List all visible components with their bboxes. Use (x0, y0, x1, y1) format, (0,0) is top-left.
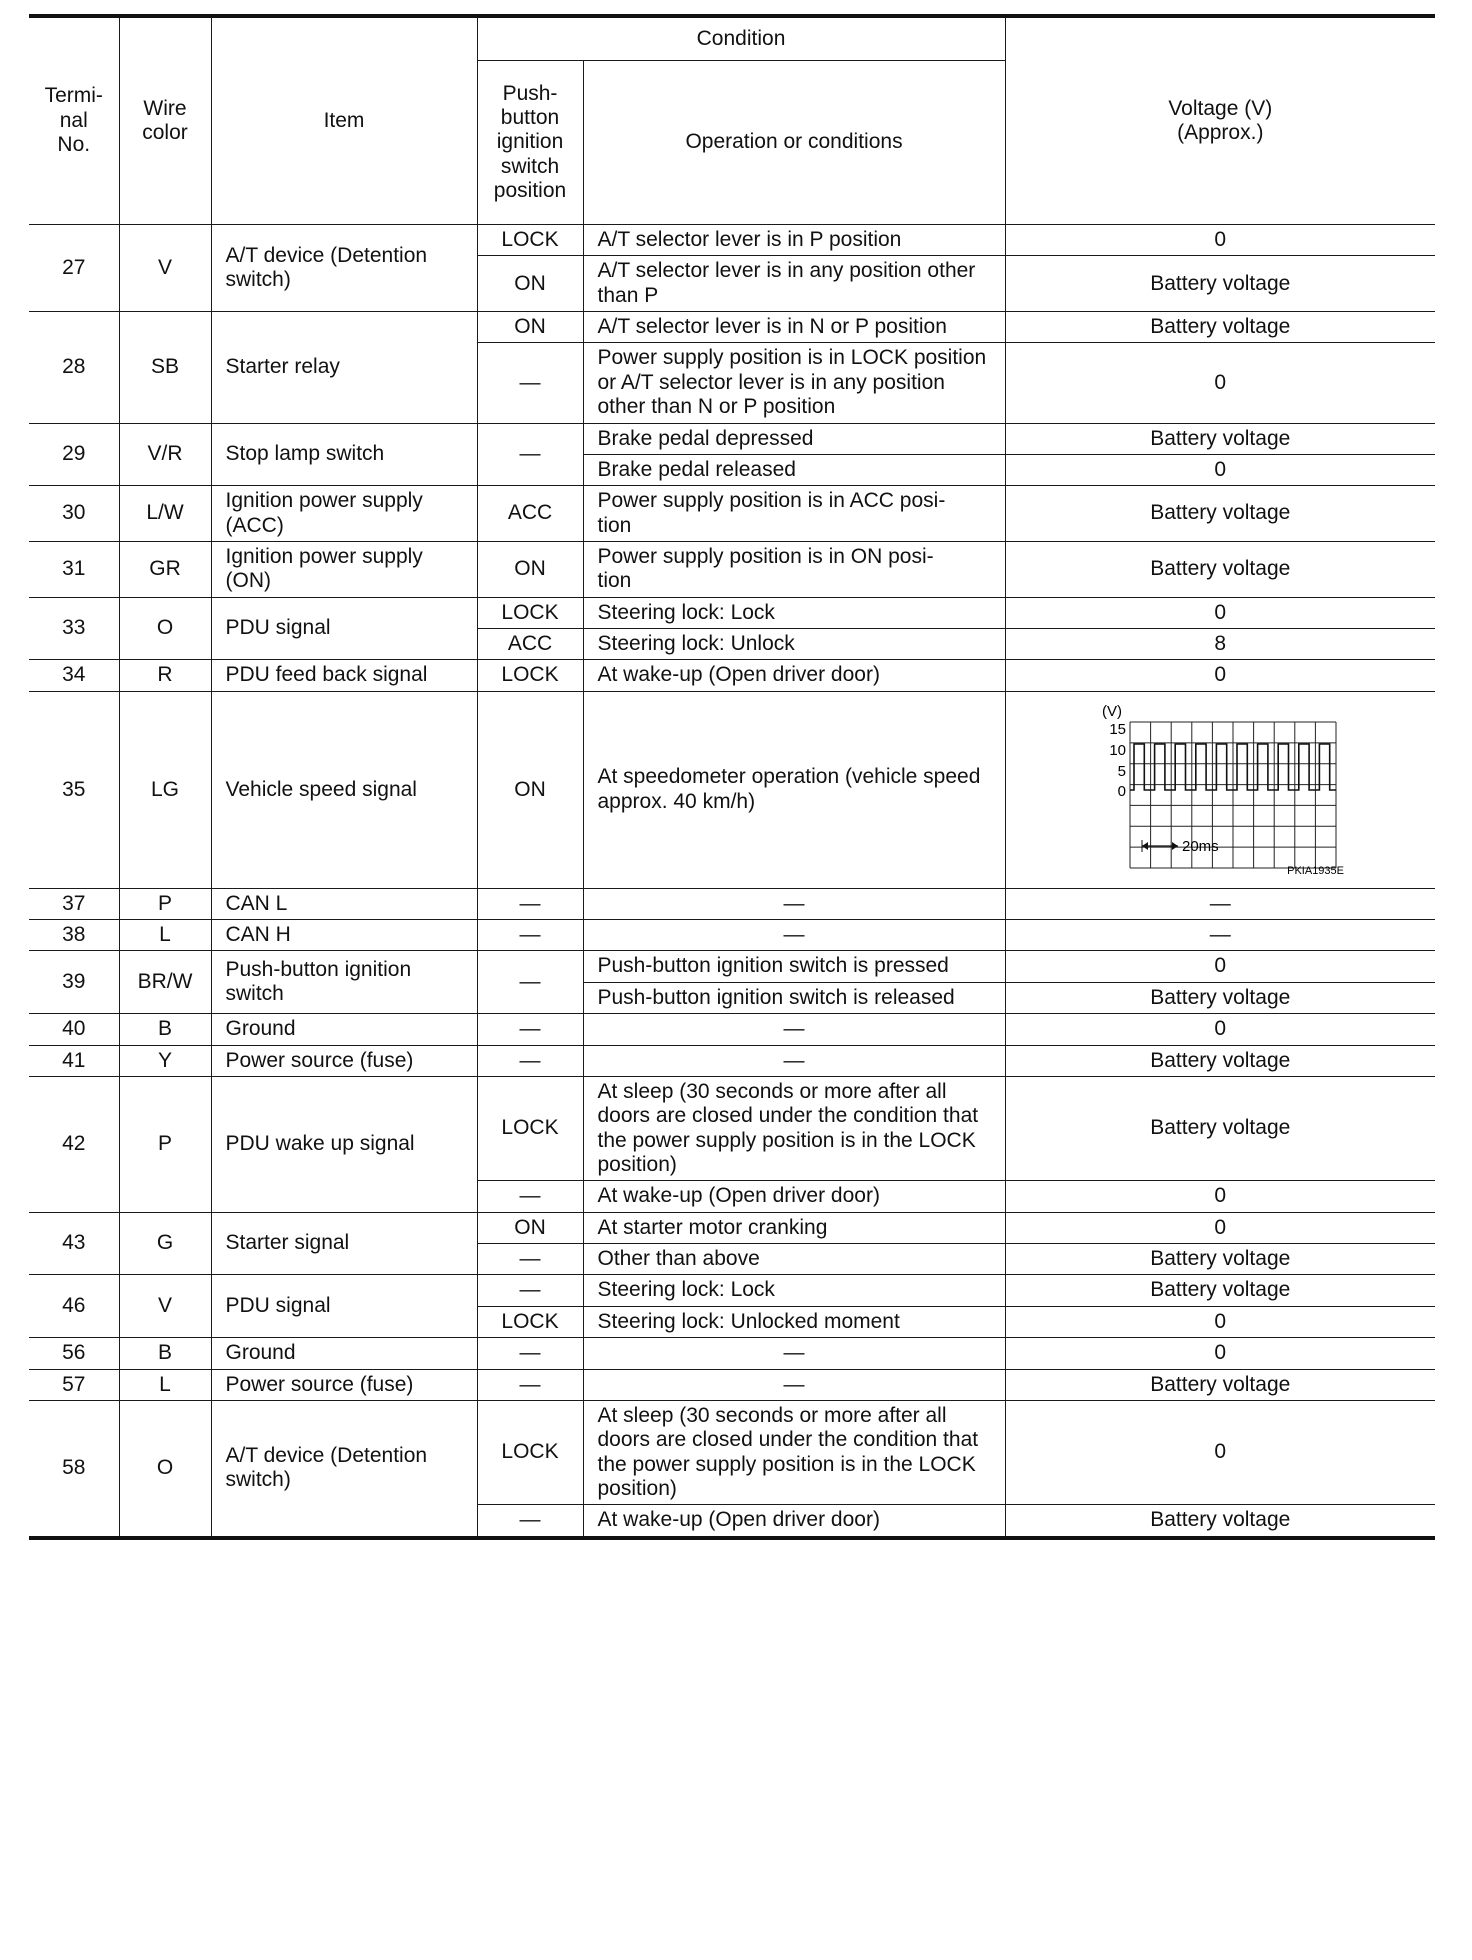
table-row (29, 1275, 1435, 1306)
table-row (29, 1014, 1435, 1045)
waveform-time-scale: 20ms (1182, 837, 1219, 855)
operation-condition: At sleep (30 seconds or more after all doors are closed under the condition that the power supply position is in the LOCK position) (583, 1400, 1005, 1504)
operation-condition: — (583, 1338, 1005, 1369)
switch-position: — (477, 1181, 583, 1212)
table-row (29, 225, 1435, 256)
terminal-no: 33 (29, 597, 119, 660)
voltage-value: Battery voltage (1005, 541, 1435, 597)
wire-color: P (119, 1076, 211, 1212)
wire-color: G (119, 1212, 211, 1275)
switch-position: ON (477, 256, 583, 312)
voltage-value: 8 (1005, 629, 1435, 660)
switch-position: LOCK (477, 1076, 583, 1180)
switch-position: — (477, 1338, 583, 1369)
switch-position: — (477, 1014, 583, 1045)
header-switch-position: Push- button ignition switch position (477, 61, 583, 225)
voltage-value: 0 (1005, 597, 1435, 628)
wire-color: LG (119, 691, 211, 888)
table-row (29, 920, 1435, 951)
switch-position: — (477, 920, 583, 951)
table-row (29, 1076, 1435, 1180)
operation-condition: — (583, 920, 1005, 951)
switch-position: — (477, 888, 583, 919)
voltage-value: 0 (1005, 225, 1435, 256)
operation-condition: Steering lock: Unlocked moment (583, 1306, 1005, 1337)
operation-condition: — (583, 1369, 1005, 1400)
table-row (29, 541, 1435, 597)
operation-condition: At wake-up (Open driver door) (583, 660, 1005, 691)
operation-condition: Steering lock: Unlock (583, 629, 1005, 660)
item-name: A/T device (Detention switch) (211, 1400, 477, 1537)
wire-color: B (119, 1014, 211, 1045)
operation-condition: — (583, 888, 1005, 919)
voltage-value: — (1005, 888, 1435, 919)
switch-position: LOCK (477, 660, 583, 691)
figure-code: PKIA1935E (1287, 864, 1345, 877)
switch-position: — (477, 1369, 583, 1400)
waveform-y-tick: 5 (1117, 762, 1127, 780)
voltage-value: 0 (1005, 1400, 1435, 1504)
terminal-no: 39 (29, 951, 119, 1014)
operation-condition: Steering lock: Lock (583, 597, 1005, 628)
operation-condition: At starter motor cranking (583, 1212, 1005, 1243)
header-item: Item (211, 16, 477, 225)
voltage-value: 0 (1005, 1181, 1435, 1212)
table-row (29, 888, 1435, 919)
terminal-no: 30 (29, 486, 119, 542)
operation-condition: Push-button ignition switch is released (583, 982, 1005, 1013)
operation-condition: Push-button ignition switch is pressed (583, 951, 1005, 982)
waveform-y-unit: (V) (1102, 702, 1123, 720)
terminal-no: 28 (29, 312, 119, 423)
operation-condition: Power supply position is in ACC posi- tion (583, 486, 1005, 542)
voltage-value: 0 (1005, 1014, 1435, 1045)
operation-condition: Brake pedal depressed (583, 423, 1005, 454)
terminal-no: 29 (29, 423, 119, 486)
wire-color: V (119, 225, 211, 312)
operation-condition: Steering lock: Lock (583, 1275, 1005, 1306)
item-name: Ignition power supply (ACC) (211, 486, 477, 542)
terminal-no: 57 (29, 1369, 119, 1400)
terminal-no: 34 (29, 660, 119, 691)
item-name: PDU signal (211, 1275, 477, 1338)
switch-position: — (477, 951, 583, 1014)
terminal-no: 38 (29, 920, 119, 951)
wire-color: Y (119, 1045, 211, 1076)
switch-position: — (477, 423, 583, 486)
voltage-value: 0 (1005, 951, 1435, 982)
operation-condition: Brake pedal released (583, 454, 1005, 485)
item-name: Vehicle speed signal (211, 691, 477, 888)
wire-color: L/W (119, 486, 211, 542)
switch-position: ACC (477, 486, 583, 542)
item-name: PDU feed back signal (211, 660, 477, 691)
voltage-value: 0 (1005, 1338, 1435, 1369)
item-name: Ground (211, 1338, 477, 1369)
table-row (29, 1338, 1435, 1369)
header-terminal-no: Termi- nal No. (29, 16, 119, 225)
header-wire-color: Wire color (119, 16, 211, 225)
operation-condition: Power supply position is in ON posi- tion (583, 541, 1005, 597)
voltage-value: 0 (1005, 1212, 1435, 1243)
voltage-value: Battery voltage (1005, 982, 1435, 1013)
item-name: PDU wake up signal (211, 1076, 477, 1212)
voltage-value: Battery voltage (1005, 423, 1435, 454)
wire-color: GR (119, 541, 211, 597)
voltage-value: Battery voltage (1005, 1505, 1435, 1538)
table-row (29, 597, 1435, 628)
wire-color: B (119, 1338, 211, 1369)
terminal-no: 41 (29, 1045, 119, 1076)
terminal-voltage-table (29, 14, 1435, 1540)
header-condition: Condition (477, 16, 1005, 61)
terminal-no: 58 (29, 1400, 119, 1537)
item-name: CAN H (211, 920, 477, 951)
wire-color: R (119, 660, 211, 691)
waveform-y-tick: 15 (1109, 720, 1127, 738)
switch-position: LOCK (477, 597, 583, 628)
voltage-value: Battery voltage (1005, 256, 1435, 312)
table-row (29, 1212, 1435, 1243)
time-scale-marker (1142, 840, 1178, 852)
operation-condition: At speedometer operation (vehicle speed approx. 40 km/h) (583, 691, 1005, 888)
switch-position: — (477, 343, 583, 423)
table-row (29, 486, 1435, 542)
wire-color: L (119, 920, 211, 951)
table-body (29, 225, 1435, 1538)
wire-color: L (119, 1369, 211, 1400)
operation-condition: — (583, 1014, 1005, 1045)
switch-position: — (477, 1244, 583, 1275)
terminal-no: 43 (29, 1212, 119, 1275)
voltage-value: Battery voltage (1005, 1244, 1435, 1275)
item-name: Power source (fuse) (211, 1369, 477, 1400)
header-voltage: Voltage (V) (Approx.) (1005, 16, 1435, 225)
table-row (29, 1369, 1435, 1400)
voltage-value: Battery voltage (1005, 1076, 1435, 1180)
item-name: Ignition power supply (ON) (211, 541, 477, 597)
operation-condition: At wake-up (Open driver door) (583, 1181, 1005, 1212)
operation-condition: A/T selector lever is in N or P position (583, 312, 1005, 343)
item-name: Starter relay (211, 312, 477, 423)
switch-position: ON (477, 691, 583, 888)
voltage-waveform-cell (1005, 691, 1435, 888)
switch-position: LOCK (477, 1306, 583, 1337)
terminal-no: 27 (29, 225, 119, 312)
terminal-no: 40 (29, 1014, 119, 1045)
wire-color: P (119, 888, 211, 919)
item-name: PDU signal (211, 597, 477, 660)
switch-position: ON (477, 541, 583, 597)
voltage-value: Battery voltage (1005, 1275, 1435, 1306)
voltage-value: Battery voltage (1005, 1369, 1435, 1400)
table-row (29, 1400, 1435, 1504)
terminal-no: 42 (29, 1076, 119, 1212)
wire-color: V (119, 1275, 211, 1338)
voltage-value: — (1005, 920, 1435, 951)
wire-color: O (119, 1400, 211, 1537)
voltage-value: Battery voltage (1005, 486, 1435, 542)
operation-condition: — (583, 1045, 1005, 1076)
switch-position: ON (477, 312, 583, 343)
wire-color: V/R (119, 423, 211, 486)
terminal-table-container (29, 14, 1435, 1540)
voltage-value: 0 (1005, 1306, 1435, 1337)
terminal-no: 46 (29, 1275, 119, 1338)
terminal-no: 35 (29, 691, 119, 888)
switch-position: LOCK (477, 225, 583, 256)
wire-color: O (119, 597, 211, 660)
voltage-value: Battery voltage (1005, 1045, 1435, 1076)
operation-condition: A/T selector lever is in any position other than P (583, 256, 1005, 312)
table-row (29, 312, 1435, 343)
terminal-no: 37 (29, 888, 119, 919)
switch-position: — (477, 1275, 583, 1306)
item-name: Power source (fuse) (211, 1045, 477, 1076)
wire-color: BR/W (119, 951, 211, 1014)
operation-condition: Other than above (583, 1244, 1005, 1275)
operation-condition: At sleep (30 seconds or more after all doors are closed under the condition that the power supply position is in the LOCK position) (583, 1076, 1005, 1180)
switch-position: LOCK (477, 1400, 583, 1504)
switch-position: ON (477, 1212, 583, 1243)
header-operation: Operation or conditions (583, 61, 1005, 225)
vehicle-speed-waveform (1090, 702, 1350, 878)
item-name: Push-button ignition switch (211, 951, 477, 1014)
wire-color: SB (119, 312, 211, 423)
voltage-value: 0 (1005, 660, 1435, 691)
switch-position: — (477, 1505, 583, 1538)
table-row (29, 423, 1435, 454)
operation-condition: A/T selector lever is in P position (583, 225, 1005, 256)
terminal-no: 31 (29, 541, 119, 597)
item-name: CAN L (211, 888, 477, 919)
table-row (29, 660, 1435, 691)
switch-position: — (477, 1045, 583, 1076)
terminal-no: 56 (29, 1338, 119, 1369)
item-name: A/T device (Detention switch) (211, 225, 477, 312)
voltage-value: Battery voltage (1005, 312, 1435, 343)
table-row (29, 691, 1435, 888)
operation-condition: Power supply position is in LOCK position or A/T selector lever is in any position other than N or P position (583, 343, 1005, 423)
switch-position: ACC (477, 629, 583, 660)
table-row (29, 1045, 1435, 1076)
item-name: Stop lamp switch (211, 423, 477, 486)
voltage-value: 0 (1005, 343, 1435, 423)
item-name: Ground (211, 1014, 477, 1045)
header-row-1 (29, 16, 1435, 61)
waveform-y-tick: 10 (1109, 741, 1127, 759)
item-name: Starter signal (211, 1212, 477, 1275)
table-row (29, 951, 1435, 982)
operation-condition: At wake-up (Open driver door) (583, 1505, 1005, 1538)
waveform-y-tick: 0 (1117, 782, 1127, 800)
voltage-value: 0 (1005, 454, 1435, 485)
